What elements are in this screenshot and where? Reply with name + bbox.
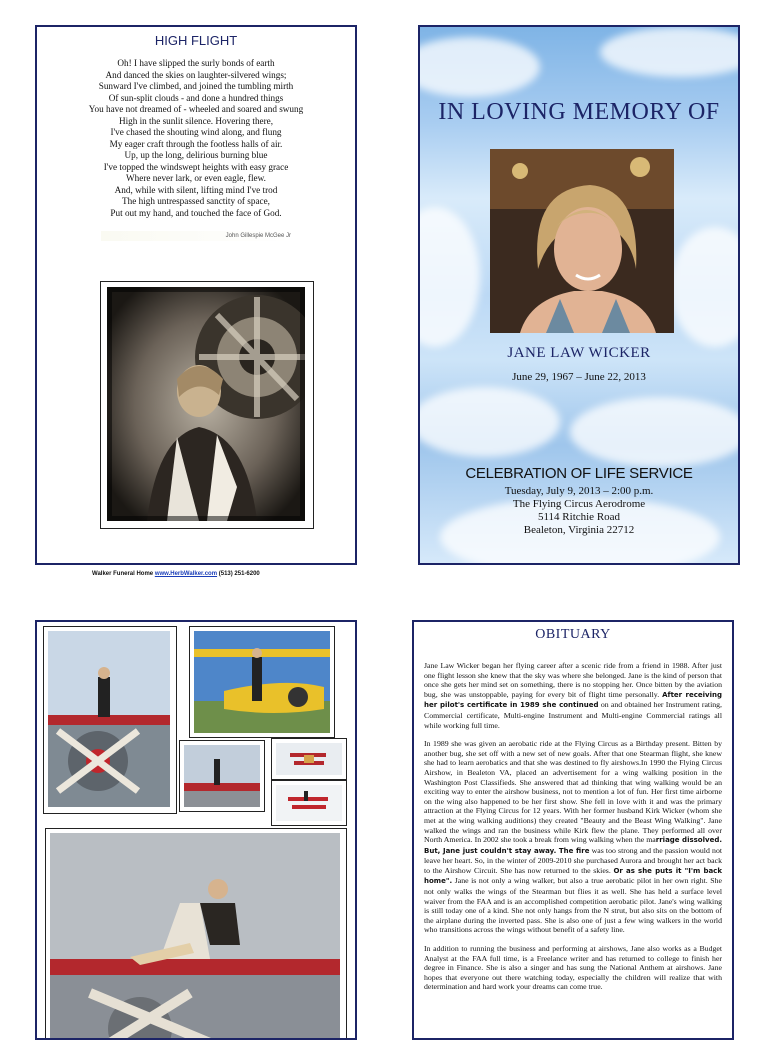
collage-photo-wing-walk [184, 745, 260, 807]
poem-line: Of sun-split clouds - and done a hundred things [108, 92, 284, 103]
cloud [418, 207, 480, 347]
vintage-photo-frame [100, 281, 314, 529]
obituary-text [414, 661, 732, 992]
service-date: Tuesday, July 9, 2013 – 2:00 p.m. [504, 485, 654, 497]
poem-line: You have not dreamed of - wheeled and soared and swung [88, 104, 304, 114]
poem-line: And, while with silent, lifting mind I've trod [114, 184, 278, 195]
collage-photo-frame [43, 626, 177, 814]
service-city: Bealeton, Virginia 22712 [523, 524, 635, 536]
vintage-photo [107, 287, 305, 521]
cloud [600, 27, 740, 77]
obituary-panel [412, 620, 734, 1040]
funeral-home-name: Walker Funeral Home [92, 571, 154, 577]
poem-line: The high untrespassed sanctity of space, [122, 196, 270, 206]
obituary-highlight: rriage dissolved. But, Jane just couldn't stay away. The fire [424, 836, 722, 855]
poem-text [37, 58, 355, 219]
obituary-highlight: After receiving her pilot's certificate in 1989 she continued [424, 690, 722, 710]
obituary-text-run: In 1989 she was given an aerobatic ride at the Flying Circus as a Birthday present. Bitten by another bug, she set off with a new set of new goals. After that one Stearman flight, she knew she had to learn aerobatics and that she was destined to fly airshows.In 1990 the Flying Circus Airshow, in Bealeton VA, placed an advertisement for a wing walking position in the Washington Post Classifieds. She answered that ad thinking that wing walking would be an exciting way to enter the airshow business, not to mention a lot of fun. Her first time airborne on the wing also happened to be her first show. She fell in love with it and was the primary attraction at the Flying Circus for 12 years. With her former husband Kirk Wicker (whom she met at the wing walking auditions) they created "Beauty and the Beast Wing Walking". Jane walked the wings and ran the business while Kirk flew the plane. They performed all over North America. In 2002 she took a break from wing walking when the ma [424, 739, 722, 845]
collage-photo-plane-flight [276, 743, 342, 775]
cloud [670, 227, 740, 347]
obituary-paragraph [424, 739, 722, 935]
collage-photo-seated-wing [50, 833, 340, 1040]
poem-line: Put out my hand, and touched the face of God. [110, 207, 282, 218]
life-dates: June 29, 1967 – June 22, 2013 [512, 371, 646, 383]
cover-panel [418, 25, 740, 565]
obituary-text-run: was too strong and the passion would not leave her heart. So, in the winter of 2009-2010 she purchased Aurora and brought her act back to the Airshow Circuit. She has now returned to the skies. [424, 845, 723, 875]
poem-panel [35, 25, 357, 565]
obituary-paragraph [424, 661, 722, 730]
obituary-title: OBITUARY [535, 627, 611, 642]
obituary-highlight: Or as she puts it "I'm back home". [424, 866, 722, 886]
funeral-home-link[interactable]: www.HerbWalker.com [154, 571, 218, 577]
collage-photo-plane-flight-2 [276, 785, 342, 821]
cloud [418, 37, 540, 97]
obituary-text-run: on and obtained her Instrument rating, Commercial certificate, Multi-engine Instrument and Multi-engine Commercial ratings all while working full time. [424, 700, 722, 730]
poem-line: Sunward I've climbed, and joined the tumbling mirth [98, 81, 294, 91]
obituary-paragraph: In addition to running the business and performing at airshows, Jane also works as a Budget Analyst at the FAA full time, is a Freelance writer and has returned to college to finish her degree in Finance. She is also a singer and has sung the National Anthem at airshows. Jane hopes that everyone out there watching today, especially the children will realize that with determination and hard work your dreams can come true. [424, 944, 722, 992]
poem-line: I've chased the shouting wind along, and flung [110, 127, 282, 137]
obituary-text-run: Jane Law Wicker began her flying career after a scenic ride from a friend in 1988. After just one flight lesson she knew that the sky was where she belonged. Jane is the kind of person that once she gets her mind set on something, there is no stopping her. Once bitten by the aviation bug, she was unstoppable, paying for every bit of flight time personally. [424, 661, 722, 699]
poem-line: High in the sunlit silence. Hovering there, [118, 115, 274, 126]
footer [92, 571, 260, 577]
portrait-photo [490, 149, 674, 333]
collage-photo-frame [179, 740, 265, 812]
poem-line: Where never lark, or even eagle, flew. [126, 173, 266, 183]
collage-photo-frame [271, 738, 347, 780]
poem-line: My eager craft through the footless halls of air. [109, 138, 283, 149]
service-venue: The Flying Circus Aerodrome [512, 498, 646, 510]
collage-panel [35, 620, 357, 1040]
cloud [570, 397, 740, 467]
funeral-home-phone: (513) 251-6200 [218, 571, 260, 577]
service-details [420, 485, 738, 537]
memory-title: IN LOVING MEMORY OF [438, 99, 720, 125]
collage-photo-frame [45, 828, 347, 1040]
poem-line: I've topped the windswept heights with easy grace [103, 161, 289, 172]
collage-photo-frame [189, 626, 335, 738]
poem-line: And danced the skies on laughter-silvered wings; [105, 69, 287, 80]
collage-photo-frame [271, 780, 347, 826]
service-street: 5114 Ritchie Road [537, 511, 621, 523]
poem-line: Oh! I have slipped the surly bonds of earth [117, 58, 275, 68]
service-title: CELEBRATION OF LIFE SERVICE [465, 465, 693, 482]
poem-title: HIGH FLIGHT [154, 33, 238, 48]
deceased-name: JANE LAW WICKER [507, 345, 651, 361]
collage-photo-biplane-wing [48, 631, 170, 807]
cloud [418, 387, 560, 457]
poem-author: John Gillespie McGee Jr [225, 233, 291, 239]
poem-line: Up, up the long, delirious burning blue [124, 150, 268, 160]
obituary-text-run: Jane is not only a wing walker, but also a true aerobatic pilot in her own right. She not only walks the wings of the Stearman but flies it as well. She has held a surface level waiver from the FAA and is an accomplished competition aerobatic pilot. Jane's wing walking is still today one of a kind. She not only hangs from the N strut, but also sits on the bottom of the airplane during the inverted pass. She is also one of just a few wing walkers in the world who transitions across the wings without benefit of a safety line. [424, 876, 722, 935]
collage-photo-yellow-plane [194, 631, 330, 733]
